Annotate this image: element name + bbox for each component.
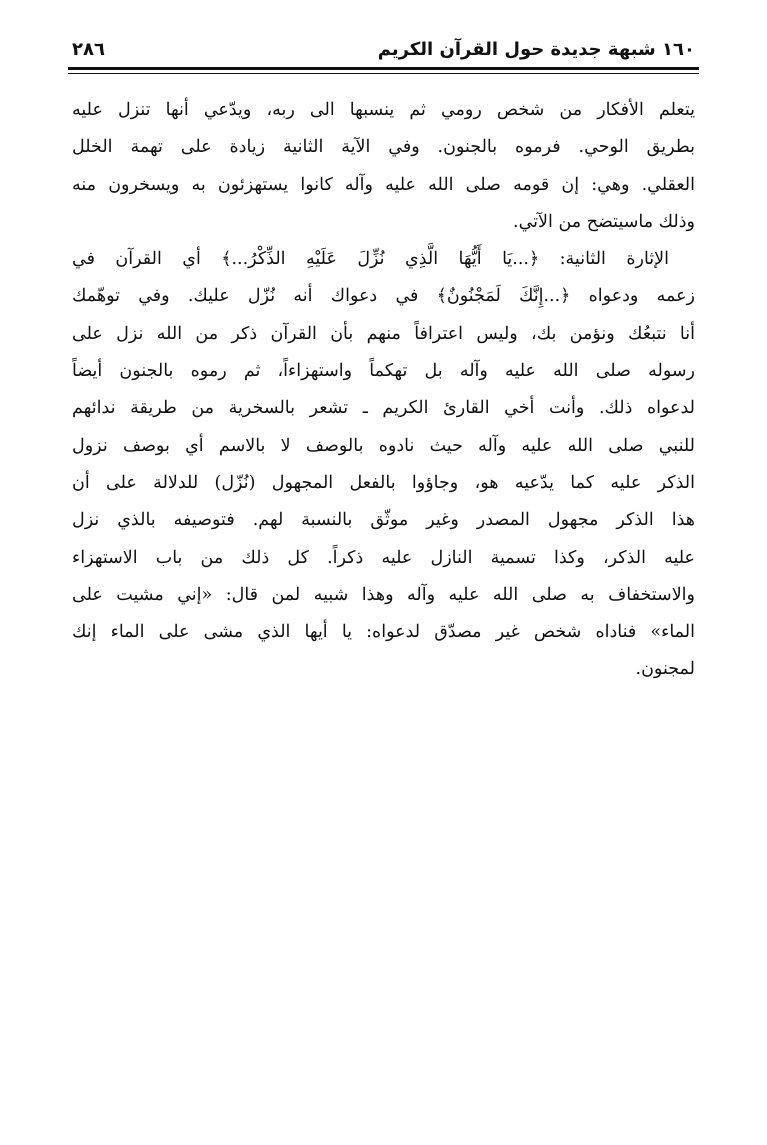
text-line: لمجنون. xyxy=(635,659,695,680)
text-line: زعمه ودعواه ﴿...إِنَّكَ لَمَجْنُونٌ﴾ في دعواك أنه نُزّل عليك. وفي توهّمك xyxy=(72,286,695,307)
text-line: رسوله صلى الله عليه وآله بل تهكماً واستهزاءاً، ثم رموه بالجنون أيضاً xyxy=(72,361,695,382)
text-line: بطريق الوحي. فرموه بالجنون. وفي الآية الثانية زيادة على تهمة الخلل xyxy=(72,137,695,158)
text-line: عليه الذكر، وكذا تسمية النازل عليه ذكراً. كل ذلك من باب الاستهزاء xyxy=(72,547,695,568)
header-rule-thick xyxy=(68,67,699,70)
header-rule-thin xyxy=(68,73,699,74)
header-title: ١٦٠ شبهة جديدة حول القرآن الكريم xyxy=(377,38,695,60)
body-text xyxy=(72,92,695,689)
text-line: العقلي. وهي: إن قومه صلى الله عليه وآله كانوا يستهزئون به ويسخرون منه xyxy=(72,174,695,195)
text-line: وذلك ماسيتضح من الآتي. xyxy=(513,211,695,232)
text-line: لدعواه ذلك. وأنت أخي القارئ الكريم ـ تشعر بالسخرية من طريقة ندائهم xyxy=(72,398,695,419)
text-line: والاستخفاف به صلى الله عليه وآله وهذا شبيه لمن قال: «إني مشيت على xyxy=(72,584,695,605)
running-header xyxy=(72,34,695,64)
text-line: أنا نتبعُك ونؤمن بك، وليس اعترافاً منهم بأن القرآن ذكر من الله نزل على xyxy=(72,323,695,344)
text-line: للنبي صلى الله عليه وآله حيث نادوه بالوصف لا بالاسم أي بوصف نزول xyxy=(72,435,695,456)
text-line: يتعلم الأفكار من شخص رومي ثم ينسبها الى ربه، ويدّعي أنها تنزل عليه xyxy=(72,100,695,120)
page-number: ٢٨٦ xyxy=(72,38,105,60)
text-line: الإثارة الثانية: ﴿...يَا أَيُّهَا الَّذِي نُزِّلَ عَلَيْهِ الذِّكْرُ...﴾ أي القرآن في xyxy=(72,249,669,270)
text-line: هذا الذكر مجهول المصدر وغير موثّق بالنسبة لهم. فتوصيفه بالذي نزل xyxy=(72,510,695,531)
text-line: الذكر عليه كما يدّعيه هو، وجاؤوا بالفعل المجهول (نُزّل) للدلالة على أن xyxy=(72,472,695,493)
text-line: الماء» فناداه شخص غير مصدّق لدعواه: يا أيها الذي مشى على الماء إنك xyxy=(72,622,695,643)
